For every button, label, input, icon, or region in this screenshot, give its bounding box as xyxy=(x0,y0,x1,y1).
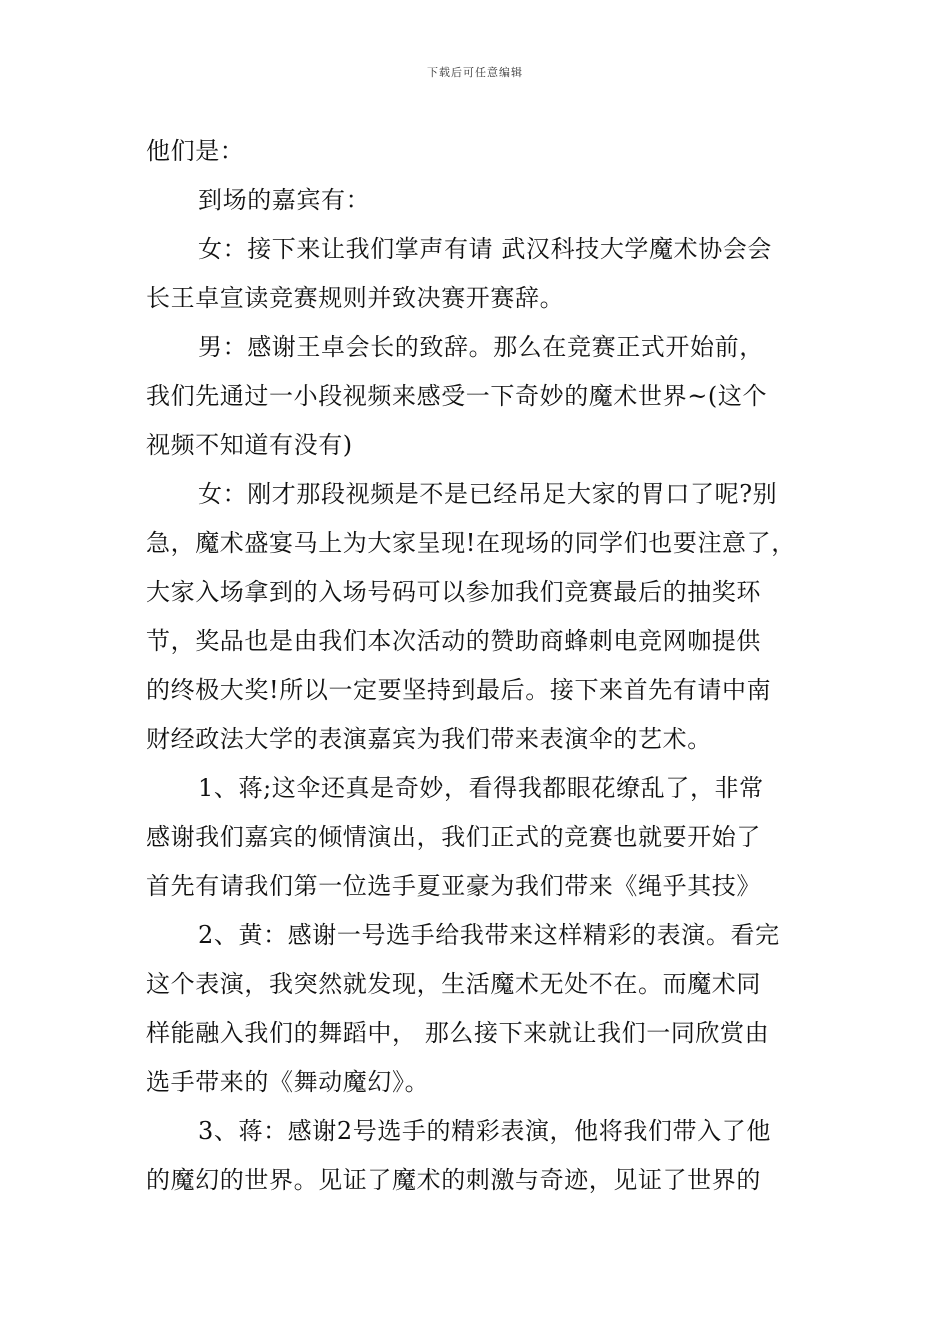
text-line: 首先有请我们第一位选手夏亚豪为我们带来《绳乎其技》 xyxy=(146,872,761,900)
text-line: 他们是： xyxy=(146,137,245,165)
text-line: 的终极大奖!所以一定要坚持到最后。接下来首先有请中南 xyxy=(146,676,772,704)
page-header: 下载后可任意编辑 xyxy=(427,66,523,79)
text-line: 感谢我们嘉宾的倾情演出，我们正式的竞赛也就要开始了 xyxy=(146,823,761,851)
document-body xyxy=(146,127,806,1205)
text-line: 到场的嘉宾有： xyxy=(198,186,371,214)
text-line: 1、蒋;这伞还真是奇妙，看得我都眼花缭乱了，非常 xyxy=(198,774,764,802)
text-line: 3、蒋：感谢2号选手的精彩表演，他将我们带入了他 xyxy=(198,1117,771,1145)
text-line: 我们先通过一小段视频来感受一下奇妙的魔术世界~(这个 xyxy=(146,382,768,410)
text-line: 男：感谢王卓会长的致辞。那么在竞赛正式开始前， xyxy=(198,333,764,361)
text-line: 女：刚才那段视频是不是已经吊足大家的胃口了呢?别 xyxy=(198,480,778,508)
text-line: 的魔幻的世界。见证了魔术的刺激与奇迹，见证了世界的 xyxy=(146,1166,761,1194)
text-line: 节，奖品也是由我们本次活动的赞助商蜂刺电竞网咖提供 xyxy=(146,627,761,655)
text-line: 财经政法大学的表演嘉宾为我们带来表演伞的艺术。 xyxy=(146,725,712,753)
text-line: 女：接下来让我们掌声有请 武汉科技大学魔术协会会 xyxy=(198,235,773,263)
text-line: 选手带来的《舞动魔幻》。 xyxy=(146,1068,430,1096)
text-line: 长王卓宣读竞赛规则并致决赛开赛辞。 xyxy=(146,284,565,312)
text-line: 视频不知道有没有) xyxy=(146,431,353,459)
text-line: 急，魔术盛宴马上为大家呈现!在现场的同学们也要注意了， xyxy=(146,529,796,557)
text-line: 2、黄：感谢一号选手给我带来这样精彩的表演。看完 xyxy=(198,921,780,949)
text-line: 样能融入我们的舞蹈中， 那么接下来就让我们一同欣赏由 xyxy=(146,1019,770,1047)
text-line: 大家入场拿到的入场号码可以参加我们竞赛最后的抽奖环 xyxy=(146,578,761,606)
text-line: 这个表演，我突然就发现，生活魔术无处不在。而魔术同 xyxy=(146,970,761,998)
